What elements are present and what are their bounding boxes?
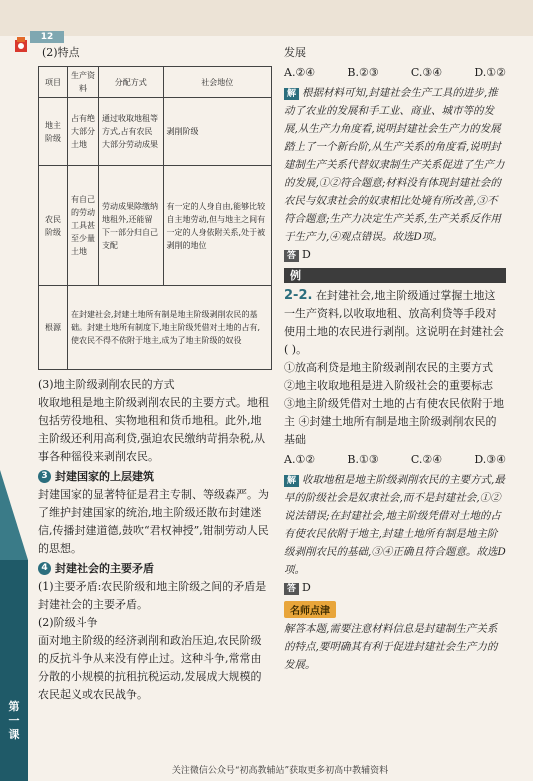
table-cell: 有一定的人身自由,能够比较自主地劳动,但与地主之间有一定的人身依附关系,处于被剥削的地位 — [163, 166, 271, 286]
table-cell: 剥削阶级 — [163, 98, 271, 166]
option: B.②③ — [347, 66, 379, 79]
table-cell: 占有绝大部分土地 — [68, 98, 99, 166]
table-cell: 根源 — [39, 286, 68, 370]
tip-label: 名师点津 — [284, 601, 336, 618]
option: C.③④ — [410, 66, 443, 79]
sidebar-accent — [0, 470, 28, 560]
paragraph: 收取地租是地主阶级剥削农民的主要方式。地租包括劳役地租、实物地租和货币地租。此外,地主阶级还利用高利贷,强迫农民缴纳苛捐杂税,从事各种徭役来剥削农民。 — [38, 396, 269, 463]
answer-tag: 答 — [284, 250, 299, 262]
answer-tag: 答 — [284, 583, 299, 595]
lesson-label: 第一课 — [8, 700, 20, 741]
section-title — [38, 560, 272, 576]
question-text: 在封建社会,地主阶级通过掌握土地这一生产资料,以收取地租、放高利贷等手段对使用土地的农民进行剥削。这说明在封建社会( )。 — [284, 289, 504, 356]
analysis-text: 收取地租是地主阶级剥削农民的主要方式,最早的阶级社会是奴隶社会,而不是封建社会,①②说法错误;在封建社会,地主阶级凭借对土地的占有使农民依附于地主,封建土地所有制是地主阶级剥削农民的基础,③④正确且符合题意。故选D项。 — [284, 474, 506, 576]
table-cell: 在封建社会,封建土地所有制是地主阶级剥削农民的基础。封建土地所有制度下,地主阶级凭借对土地的占有,使农民不得不依附于地主,成为了地主阶级的奴役 — [68, 286, 272, 370]
option: A.①② — [284, 453, 316, 466]
table-header: 分配方式 — [99, 67, 164, 98]
table-header: 项目 — [39, 67, 68, 98]
paragraph: 封建国家的显著特征是君主专制、等级森严。为了维护封建国家的统治,地主阶级还散布封建迷信,传播封建道德,鼓吹“君权神授”,钳制劳动人民的思想。 — [38, 488, 269, 555]
analysis-tag: 解 — [284, 475, 299, 487]
section-number-badge: 3 — [38, 470, 51, 483]
section-number-badge: 4 — [38, 562, 51, 575]
table-cell: 劳动成果除缴纳地租外,还能留下一部分归自己支配 — [99, 166, 164, 286]
paragraph: (1)主要矛盾:农民阶级和地主阶级之间的矛盾是封建社会的主要矛盾。 — [38, 580, 267, 611]
question-stem — [284, 287, 506, 359]
answer — [284, 246, 506, 264]
option: D.①② — [474, 66, 506, 79]
answer-text: D — [302, 581, 311, 594]
answer-text: D — [302, 248, 311, 261]
footer-note: 关注微信公众号“初高教辅站”获取更多初高中教辅资料 — [171, 766, 389, 776]
left-column — [38, 44, 272, 704]
table-cell: 有自己的劳动工具甚至少量土地 — [68, 166, 99, 286]
continued-text: 发展 — [284, 46, 306, 59]
book-logo-icon — [13, 36, 29, 54]
answer-options — [284, 64, 506, 82]
table-row — [39, 98, 272, 166]
comparison-table — [38, 66, 272, 370]
section-heading: (2)特点 — [42, 46, 80, 59]
analysis — [284, 84, 506, 246]
top-band — [0, 0, 533, 36]
page-number: 12 — [30, 31, 64, 43]
table-cell: 农民阶级 — [39, 166, 68, 286]
subheading: (3)地主阶级剥削农民的方式 — [38, 378, 175, 391]
option: D.③④ — [474, 453, 506, 466]
example-bar: 例 — [284, 268, 506, 283]
table-cell: 通过收取地租等方式,占有农民大部分劳动成果 — [99, 98, 164, 166]
analysis-tag: 解 — [284, 88, 299, 100]
sidebar-strip — [0, 560, 28, 781]
table-header-row — [39, 67, 272, 98]
paragraph: (2)阶级斗争 — [38, 616, 98, 629]
analysis-text: 根据材料可知,封建社会生产工具的进步,推动了农业的发展和手工业、商业、城市等的发展,从生产力角度看,说明封建社会生产力的发展踏上了一个新台阶,从生产关系的角度看,说明封建制生产关系代替奴隶制生产关系促进了生产力的发展,①②符合题意;材料没有体现封建社会的农民与奴隶社会的奴隶相比处境有所改善,③不符合题意;生产力决定生产关系,生产关系反作用于生产力,④观点错误。故选D项。 — [284, 87, 505, 243]
table-cell: 地主阶级 — [39, 98, 68, 166]
question-number: 2-2. — [284, 288, 313, 303]
answer — [284, 579, 506, 597]
section-title — [38, 468, 272, 484]
table-row — [39, 286, 272, 370]
tip-text: 解答本题,需要注意材料信息是封建制生产关系的特点,要明确其有利于促进封建社会生产力的发展。 — [284, 623, 498, 671]
paragraph: 面对地主阶级的经济剥削和政治压迫,农民阶级的反抗斗争从来没有停止过。这种斗争,常常由分散的小规模的抗租抗税运动,发展成大规模的农民起义或农民战争。 — [38, 634, 262, 701]
option: C.②④ — [410, 453, 443, 466]
table-header: 社会地位 — [163, 67, 271, 98]
right-column — [284, 44, 506, 674]
answer-options — [284, 451, 506, 469]
table-row — [39, 166, 272, 286]
option: B.①③ — [347, 453, 379, 466]
question-items: ①放高利贷是地主阶级剥削农民的主要方式 ②地主收取地租是进入阶级社会的重要标志 ③地主阶级凭借对土地的占有使农民依附于地主 ④封建土地所有制是地主阶级剥削农民的基础 — [284, 361, 504, 446]
option: A.②④ — [284, 66, 316, 79]
section-title-text: 封建国家的上层建筑 — [55, 470, 154, 483]
analysis — [284, 471, 506, 579]
section-title-text: 封建社会的主要矛盾 — [55, 562, 154, 575]
table-header: 生产资料 — [68, 67, 99, 98]
